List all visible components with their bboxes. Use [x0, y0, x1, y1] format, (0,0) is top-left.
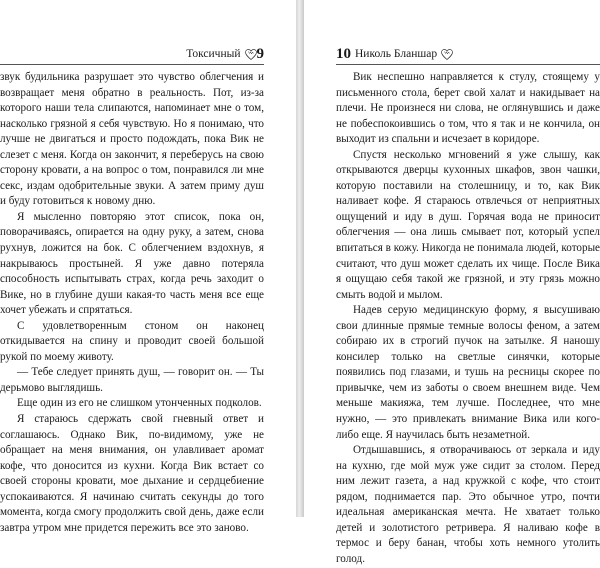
paragraph: звук будильника разрушает это чувство облегчения и возвращает меня обратно в реальность. Пот, из-за которого наши тела слипаются, напоминает мне о том, насколько грязной я себя чувствую. Но я понимаю, что лучше не двигаться и просто подождать, пока Вик не слезет с меня. Когда он закончит, я переберусь на свою сторону кровати, а на вопрос о том, понравился ли мне секс, издам одобрительные звуки. А затем приму душ и буду готовиться к новому дню.: [0, 71, 264, 208]
paragraph: — Тебе следует принять душ, — говорит он. — Ты дерьмово выглядишь.: [0, 366, 264, 394]
heart-ornament-icon: [245, 49, 257, 60]
page-number: 9: [256, 46, 264, 62]
paragraph: Вик неспешно направляется к стулу, стоящему у письменного стола, берет свой халат и накидывает на плечи. Не произнеся ни слова, не оглянувшись и даже не побеспокоившись о том, что я так и не кончила, он выходит из спальни и исчезает в коридоре.: [336, 71, 600, 146]
running-header-left: [182, 46, 264, 62]
left-page: [0, 0, 296, 534]
paragraph: Отдышавшись, я отворачиваюсь от зеркала и иду на кухню, где мой муж уже сидит за столом. Перед ним лежит газета, а над кружкой с кофе, что стоит рядом, поднимается пар. Это обычное утро, почти идеальная американская мечта. Не хватает только детей и золотистого ретривера. Я наливаю кофе в термос и беру банан, чтобы хоть немного утолить голод.: [336, 444, 600, 565]
paragraph: С удовлетворенным стоном он наконец откидывается на спину и проводит своей большой рукой по моему животу.: [0, 319, 264, 363]
paragraph: Спустя несколько мгновений я уже слышу, как открываются дверцы кухонных шкафов, звон чашки, которую поставили на столешницу, и то, как Вик наливает кофе. Я стараюсь отвлечься от неприятных ощущений и иду в душ. Горячая вода не приносит облегчения — она лишь смывает пот, который успел впитаться в кожу. Никогда не понимала людей, которые считают, что душ может сделать их чище. После Вика я ощущаю себя такой же грязной, и эту грязь можно смыть водой и мылом.: [336, 148, 600, 301]
book-gutter: [296, 0, 304, 517]
paragraph: Я стараюсь сдержать свой гневный ответ и соглашаюсь. Однако Вик, по-видимому, уже не обращает на меня внимания, он улавливает аромат кофе, что доносится из кухни. Когда Вик встает со своей стороны кровати, мое дыхание и сердцебиение успокаиваются. Я начинаю считать секунды до того момента, когда смогу продолжить свой день, даже если завтра утром мне придется пережить все это заново.: [0, 413, 264, 534]
body-text: [336, 70, 600, 568]
right-page: [304, 0, 600, 565]
heart-ornament-icon: [441, 49, 453, 60]
header-rule: [0, 64, 264, 65]
paragraph: Я мысленно повторяю этот список, пока он, поворачиваясь, опирается на одну руку, а затем, снова рухнув, ложится на бок. С облегчением вздохнув, я накрываюсь простыней. Я уже давно потеряла способность испытывать страх, когда речь заходит о Вике, но в глубине души какая-то часть меня все еще хочет убежать и спрятаться.: [0, 210, 264, 317]
paragraph: Еще один из его не слишком утонченных подколов.: [17, 397, 262, 410]
running-title: Токсичный: [186, 48, 241, 60]
running-header-right: [336, 46, 453, 62]
running-title: Николь Бланшар: [355, 48, 438, 60]
page-number: 10: [336, 46, 351, 62]
body-text: [0, 70, 264, 536]
paragraph: Надев серую медицинскую форму, я высушиваю свои длинные прямые темные волосы феном, а затем собираю их в строгий пучок на затылке. Я наношу консилер только на светлые синячки, которые появились под глазами, и тушь на ресницы скорее по привычке, чем из заботы о своем внешнем виде. Чем меньше макияжа, тем лучше. Последнее, что мне нужно, — это привлекать внимание Вика или кого-либо еще. Я научилась быть незаметной.: [336, 304, 600, 441]
header-rule: [336, 64, 600, 65]
